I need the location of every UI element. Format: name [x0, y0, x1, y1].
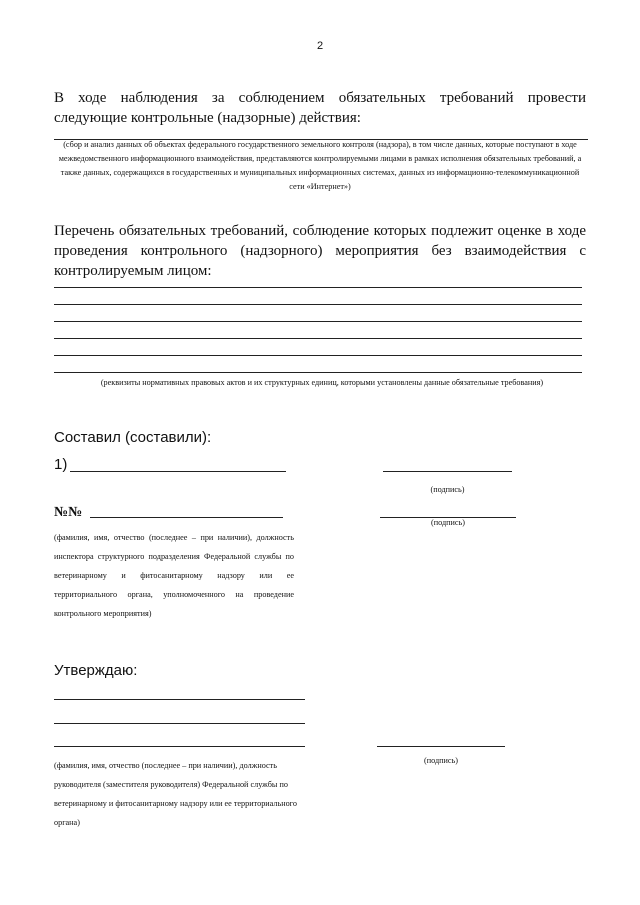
requirements-line-4: [54, 338, 582, 339]
compiled-signature-label: (подпись): [430, 485, 465, 494]
compiled-label: Составил (составили):: [54, 429, 212, 446]
approval-line-1: [54, 699, 305, 700]
compiled-signature-line: [383, 471, 512, 472]
observation-heading: В ходе наблюдения за соблюдением обязательных требований провести следующие контрольные (надзорные) действия:: [54, 90, 586, 126]
approval-signature-label: (подпись): [424, 756, 458, 765]
approval-line-2: [54, 723, 305, 724]
requirements-note: (реквизиты нормативных правовых актов и их структурных единиц, которыми установлены данные обязательные требования): [100, 378, 544, 387]
compiled-signature-label-2: (подпись): [431, 518, 465, 527]
requirements-line-5: [54, 355, 582, 356]
requirements-line-2: [54, 304, 582, 305]
requirements-line-1: [54, 287, 582, 288]
requirements-heading: Перечень обязательных требований, соблюдение которых подлежит оценке в ходе проведения контрольного (надзорного) мероприятия без взаимодействия с контролируемым лицом:: [54, 223, 586, 279]
approval-line-3: [54, 746, 305, 747]
requirements-line-6: [54, 372, 582, 373]
approval-person-note: (фамилия, имя, отчество (последнее – при наличии), должность руководителя (заместителя руководителя) Федеральной службы по ветеринарному и фитосанитарному надзору или ее территориального органа): [54, 761, 297, 827]
compiled-person-note: (фамилия, имя, отчество (последнее – при наличии), должность инспектора структурного подразделения Федеральной службы по ветеринарному и фитосанитарному надзору или ее территориального органа, уполномоченного на проведение контрольного мероприятия): [54, 533, 294, 618]
compiled-numbers-line: [90, 517, 283, 518]
compiled-numbers-label: №№: [54, 505, 83, 520]
compiled-item-number: 1): [54, 456, 68, 473]
approval-label: Утверждаю:: [54, 662, 138, 679]
requirements-line-3: [54, 321, 582, 322]
approval-signature-line: [377, 746, 505, 747]
page-number: 2: [316, 40, 324, 52]
observation-note: (сбор и анализ данных об объектах федерального государственного земельного контроля (надзора), в том числе данных, которые поступают в ходе межведомственного информационного взаимодействия, представляются контролируемыми лицами в рамках исполнения обязательных требований, а также данных, содержащихся в государственных и муниципальных информационных системах, данных из информационно-телекоммуникационной сети «Интернет»): [58, 140, 582, 191]
compiled-name-line: [70, 471, 286, 472]
